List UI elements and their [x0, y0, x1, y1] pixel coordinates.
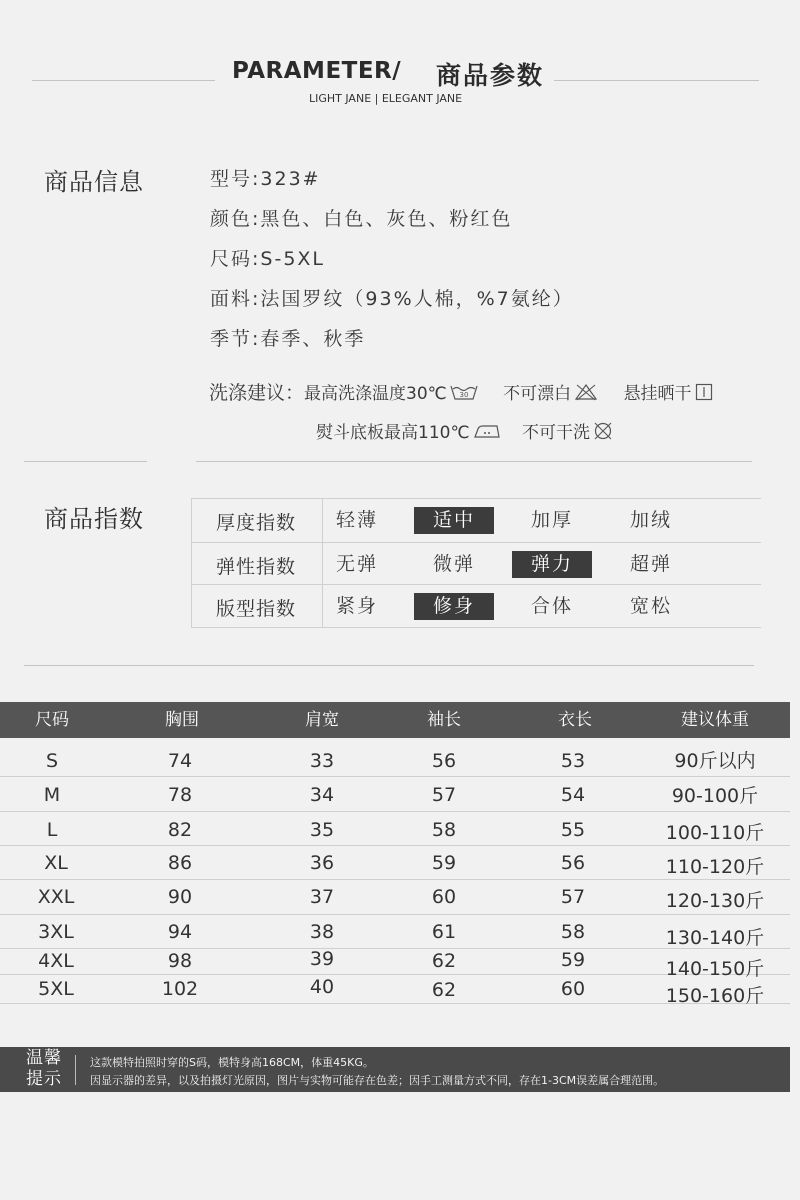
size-cell: 90	[167, 886, 193, 908]
size-cell: 90斤以内	[674, 750, 756, 772]
index-row-elasticity	[192, 542, 761, 585]
wash-line-1	[209, 378, 713, 406]
size-cell: 58	[560, 921, 586, 943]
index-row-fit	[192, 584, 761, 627]
size-header-cell: 建议体重	[681, 710, 749, 730]
size-cell: 62	[431, 979, 457, 1001]
size-header-cell: 衣长	[558, 710, 592, 730]
table-row	[0, 948, 790, 980]
size-cell: XL	[44, 852, 68, 874]
size-cell: 110-120斤	[665, 856, 765, 878]
index-column-divider	[322, 499, 323, 627]
table-row	[0, 846, 790, 880]
hang-dry-text: 悬挂晒干	[623, 384, 692, 404]
size-cell: 60	[560, 978, 586, 1000]
index-option: 合体	[530, 595, 573, 617]
index-heading: 商品指数	[44, 505, 144, 533]
info-sizes: 尺码:S-5XL	[210, 248, 326, 270]
index-name: 版型指数	[216, 598, 297, 620]
index-option-selected: 适中	[414, 507, 494, 534]
notice-title	[26, 1048, 66, 1090]
info-divider-left	[24, 461, 147, 462]
size-cell: 59	[560, 949, 586, 971]
size-cell: 74	[167, 750, 193, 772]
wash-line-2	[316, 418, 613, 446]
size-header-cell: 肩宽	[305, 710, 339, 730]
notice-banner	[0, 1047, 790, 1092]
size-cell: 98	[167, 950, 193, 972]
size-cell: 56	[431, 750, 457, 772]
index-option: 紧身	[335, 595, 378, 617]
index-option: 超弹	[629, 553, 672, 575]
size-cell: 56	[560, 852, 586, 874]
size-cell: 4XL	[38, 950, 74, 972]
table-row	[0, 812, 790, 846]
size-cell: 53	[560, 750, 586, 772]
page-subtitle: LIGHT JANE | ELEGANT JANE	[309, 92, 463, 105]
size-cell: 40	[309, 976, 335, 998]
size-cell: M	[43, 784, 61, 806]
size-cell: 82	[167, 819, 193, 841]
no-dry-clean-text: 不可干洗	[521, 423, 590, 443]
info-divider-right	[196, 461, 752, 462]
size-cell: 150-160斤	[665, 985, 765, 1007]
svg-text:30: 30	[459, 390, 469, 399]
info-model: 型号:323#	[210, 168, 321, 190]
page-title-cn: 商品参数	[436, 61, 545, 90]
size-cell: 34	[309, 784, 335, 806]
size-cell: 57	[560, 886, 586, 908]
size-cell: 35	[309, 819, 335, 841]
table-row	[0, 742, 790, 777]
size-header-cell: 袖长	[427, 710, 461, 730]
size-cell: 38	[309, 921, 335, 943]
size-cell: 36	[309, 852, 335, 874]
size-cell: 57	[431, 784, 457, 806]
wash-30-icon	[450, 383, 478, 406]
size-cell: L	[46, 819, 58, 841]
size-cell: 59	[431, 852, 457, 874]
index-option: 加绒	[629, 509, 672, 531]
no-dry-clean-icon	[593, 421, 613, 446]
notice-title-top: 温馨	[26, 1048, 62, 1068]
iron-text: 熨斗底板最高110℃	[316, 423, 470, 443]
iron-110-icon	[473, 422, 501, 445]
size-cell: 120-130斤	[665, 890, 765, 912]
size-cell: 100-110斤	[665, 822, 765, 844]
size-cell: 62	[431, 950, 457, 972]
info-season: 季节:春季、秋季	[210, 328, 366, 350]
size-cell: 5XL	[38, 978, 74, 1000]
size-cell: 60	[431, 886, 457, 908]
size-cell: XXL	[37, 886, 75, 908]
table-row	[0, 975, 790, 1007]
index-option-selected: 修身	[414, 593, 494, 620]
size-cell: 86	[167, 852, 193, 874]
info-colors: 颜色:黑色、白色、灰色、粉红色	[210, 208, 513, 230]
notice-line-2: 因显示器的差异，以及拍摄灯光原因，图片与实物可能存在色差；因手工测量方式不同，存在1-3CM误差属合理范围。	[90, 1074, 665, 1087]
no-bleach-icon	[574, 383, 598, 406]
index-name: 厚度指数	[216, 512, 297, 534]
size-cell: 90-100斤	[671, 785, 759, 807]
size-cell: 39	[309, 948, 335, 970]
size-cell: 130-140斤	[665, 927, 765, 949]
size-cell: 78	[167, 784, 193, 806]
size-cell: 94	[167, 921, 193, 943]
no-bleach-text: 不可漂白	[503, 384, 572, 404]
index-option-selected: 弹力	[512, 551, 592, 578]
table-row	[0, 880, 790, 915]
index-divider	[24, 665, 754, 666]
table-row	[0, 777, 790, 812]
size-cell: 140-150斤	[665, 958, 765, 980]
size-cell: 3XL	[38, 921, 74, 943]
size-cell: 102	[161, 978, 199, 1000]
size-header-cell: 尺码	[35, 710, 69, 730]
size-cell: 54	[560, 784, 586, 806]
notice-title-bottom: 提示	[26, 1069, 62, 1089]
size-cell: 37	[309, 886, 335, 908]
index-option: 宽松	[629, 595, 672, 617]
header-rule-left	[32, 80, 215, 81]
size-cell: 61	[431, 921, 457, 943]
index-option: 无弹	[335, 553, 378, 575]
index-table	[191, 498, 761, 628]
size-cell: 33	[309, 750, 335, 772]
index-option: 加厚	[530, 509, 573, 531]
index-option: 微弹	[432, 553, 475, 575]
size-cell: 58	[431, 819, 457, 841]
header-rule-right	[554, 80, 759, 81]
wash-temp-text: 最高洗涤温度30℃	[304, 384, 447, 404]
size-table-header	[0, 702, 790, 738]
index-name: 弹性指数	[216, 556, 297, 578]
notice-separator	[75, 1055, 76, 1085]
index-row-thickness	[192, 499, 761, 541]
info-fabric: 面料:法国罗纹（93%人棉，%7氨纶）	[210, 288, 574, 310]
wash-label: 洗涤建议：	[209, 382, 305, 404]
product-info-heading: 商品信息	[44, 168, 144, 196]
notice-line-1: 这款模特拍照时穿的S码，模特身高168CM，体重45KG。	[90, 1056, 374, 1069]
page-title-en: PARAMETER/	[232, 58, 402, 84]
size-header-cell: 胸围	[165, 710, 199, 730]
table-row	[0, 915, 790, 949]
hang-dry-icon	[695, 383, 713, 406]
size-cell: 55	[560, 819, 586, 841]
size-cell: S	[45, 750, 59, 772]
index-option: 轻薄	[335, 509, 378, 531]
